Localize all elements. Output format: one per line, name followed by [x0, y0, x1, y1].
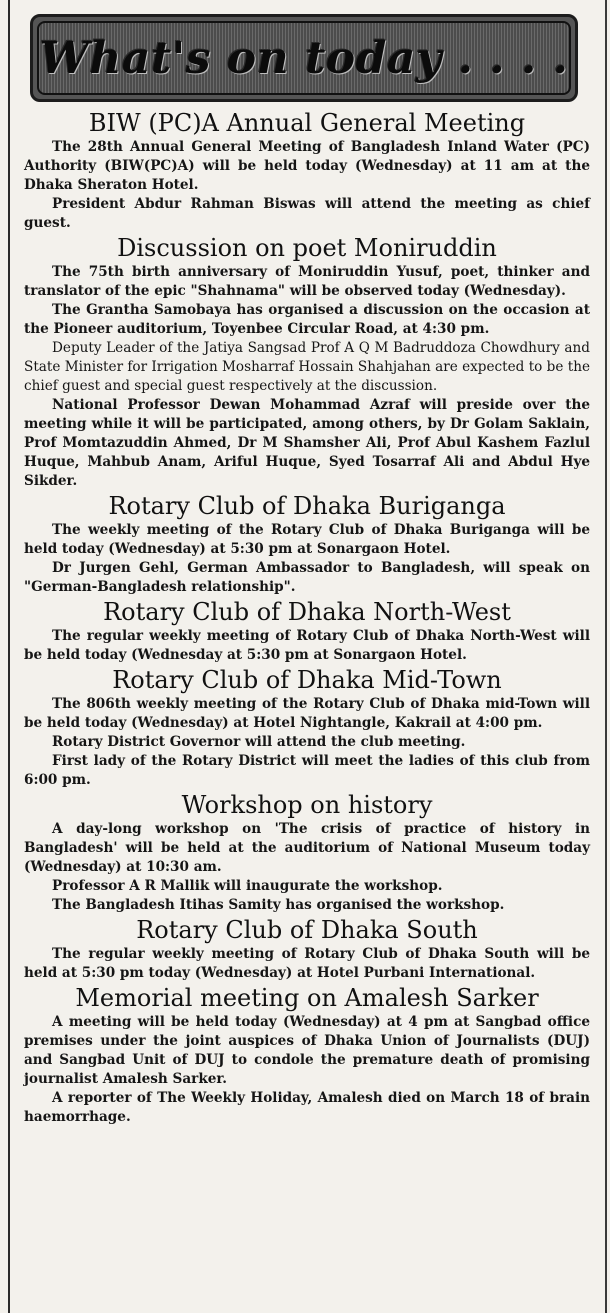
article-rotary-south: [24, 915, 590, 983]
article-headline: Rotary Club of Dhaka North-West: [103, 598, 511, 626]
column-rule-left: [8, 0, 10, 1313]
article-headline: Discussion on poet Moniruddin: [117, 234, 497, 262]
article-memorial-amalesh: [24, 983, 590, 1127]
masthead-banner: [30, 14, 578, 102]
article-paragraph: A day-long workshop on 'The crisis of practice of history in Bangladesh' will be held at the auditorium of National Museum today (Wednesday) at 10:30 am.: [24, 821, 590, 875]
article-headline: Workshop on history: [181, 791, 433, 819]
article-rotary-mid-town: [24, 665, 590, 790]
article-paragraph: A reporter of The Weekly Holiday, Amalesh died on March 18 of brain haemorrhage.: [24, 1090, 590, 1125]
article-headline: Rotary Club of Dhaka South: [136, 916, 478, 944]
article-rotary-north-west: [24, 597, 590, 665]
article-rotary-buriganga: [24, 491, 590, 597]
article-paragraph: The 75th birth anniversary of Moniruddin Yusuf, poet, thinker and translator of the epic "Shahnama" will be observed today (Wednesday).: [24, 264, 590, 299]
article-paragraph: National Professor Dewan Mohammad Azraf will preside over the meeting while it will be participated, among others, by Dr Golam Saklain, Prof Momtazuddin Ahmed, Dr M Shamsher Ali, Prof Abul Kashem Fazlul Huque, Mahbub Anam, Ariful Huque, Syed Tosarraf Ali and Abdul Hye Sikder.: [24, 397, 590, 489]
article-paragraph: A meeting will be held today (Wednesday) at 4 pm at Sangbad office premises under the joint auspices of Dhaka Union of Journalists (DUJ) and Sangbad Unit of DUJ to condole the premature death of promising journalist Amalesh Sarker.: [24, 1014, 590, 1087]
masthead-frame: [37, 21, 571, 95]
article-paragraph: Rotary District Governor will attend the club meeting.: [52, 734, 466, 750]
column-rule-right: [605, 0, 607, 1313]
article-paragraph: The 806th weekly meeting of the Rotary Club of Dhaka mid-Town will be held today (Wednesday) at Hotel Nightangle, Kakrail at 4:00 pm.: [24, 696, 590, 731]
article-paragraph: The regular weekly meeting of Rotary Club of Dhaka South will be held at 5:30 pm today (Wednesday) at Hotel Purbani International.: [24, 946, 590, 981]
article-paragraph: President Abdur Rahman Biswas will attend the meeting as chief guest.: [24, 196, 590, 231]
article-paragraph: Deputy Leader of the Jatiya Sangsad Prof A Q M Badruddoza Chowdhury and State Minister for Irrigation Mosharraf Hossain Shahjahan are expected to be the chief guest and special guest respectively at the discussion.: [24, 340, 590, 394]
masthead-title: What's on today . . . .: [39, 32, 569, 84]
article-headline: Rotary Club of Dhaka Buriganga: [108, 492, 506, 520]
article-headline: Rotary Club of Dhaka Mid-Town: [112, 666, 502, 694]
article-paragraph: The weekly meeting of the Rotary Club of Dhaka Buriganga will be held today (Wednesday) at 5:30 pm at Sonargaon Hotel.: [24, 522, 590, 557]
article-paragraph: The 28th Annual General Meeting of Bangladesh Inland Water (PC) Authority (BIW(PC)A) will be held today (Wednesday) at 11 am at the Dhaka Sheraton Hotel.: [24, 139, 590, 193]
news-column: [24, 0, 590, 1127]
article-paragraph: First lady of the Rotary District will meet the ladies of this club from 6:00 pm.: [24, 753, 590, 788]
article-headline: Memorial meeting on Amalesh Sarker: [75, 984, 539, 1012]
article-paragraph: Professor A R Mallik will inaugurate the workshop.: [52, 878, 443, 894]
article-moniruddin: [24, 233, 590, 491]
article-paragraph: The regular weekly meeting of Rotary Club of Dhaka North-West will be held today (Wednesday at 5:30 pm at Sonargaon Hotel.: [24, 628, 590, 663]
article-paragraph: Dr Jurgen Gehl, German Ambassador to Bangladesh, will speak on "German-Bangladesh relationship".: [24, 560, 590, 595]
article-workshop-history: [24, 790, 590, 915]
article-paragraph: The Grantha Samobaya has organised a discussion on the occasion at the Pioneer auditorium, Toyenbee Circular Road, at 4:30 pm.: [24, 302, 590, 337]
article-biw-agm: [24, 108, 590, 233]
article-paragraph: The Bangladesh Itihas Samity has organised the workshop.: [52, 897, 505, 913]
article-headline: BIW (PC)A Annual General Meeting: [88, 109, 526, 137]
